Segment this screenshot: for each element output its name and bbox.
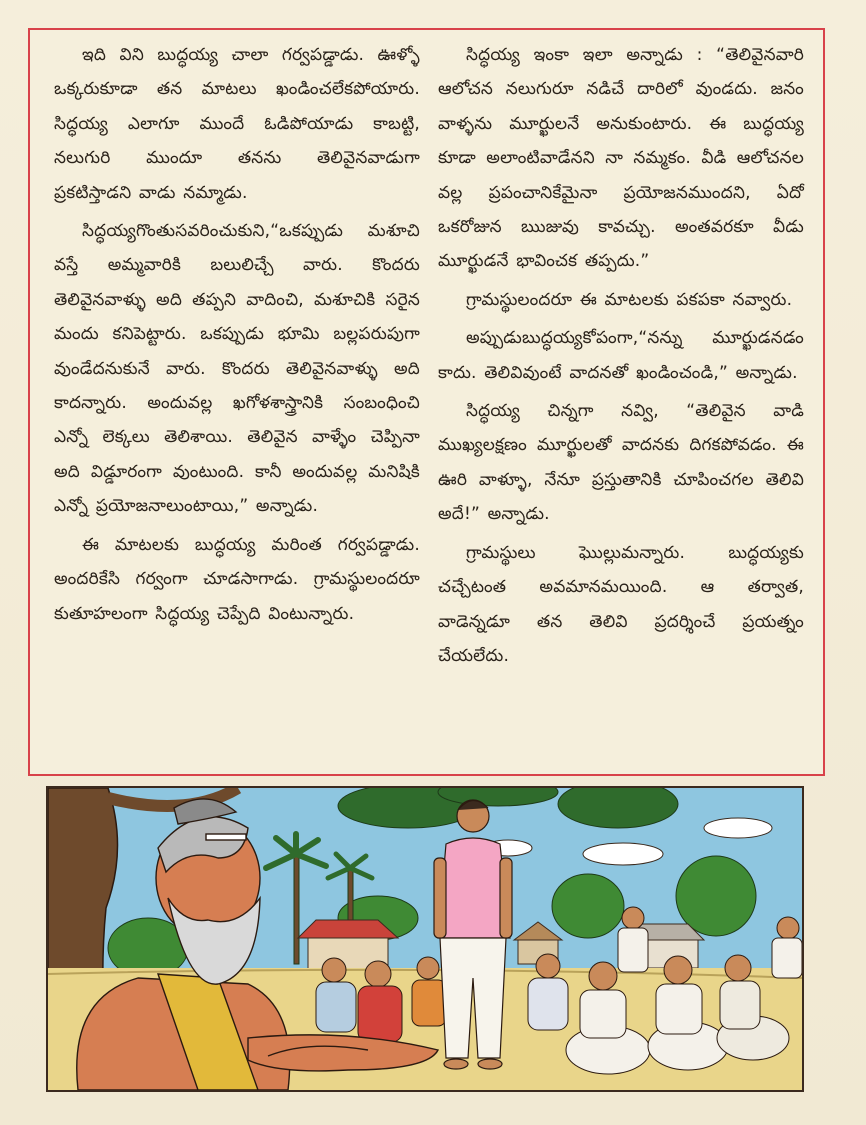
paragraph: సిద్ధయ్యగొంతుసవరించుకుని,“ఒకప్పుడు మశూచి వస్తే అమ్మవారికి బలులిచ్చే వారు. కొందరు తెలివైనవాళ్ళు అది తప్పని వాదించి, మశూచికి సరైన మందు కనిపెట్టారు. ఒకప్పుడు భూమి బల్లపరుపుగా వుండేదనుకునే వారు. కొందరు తెలివైనవాళ్ళు అది కాదన్నారు. అందువల్ల ఖగోళశాస్త్రానికి సంబంధించి ఎన్నో లెక్కలు తెలిశాయి. తెలివైన వాళ్ళేం చెప్పినా అది విడ్డూరంగా వుంటుంది. కానీ అందువల్ల మనిషికి ఎన్నో ప్రయోజనాలుంటాయి,” అన్నాడు. xyxy=(54,221,420,517)
village-gathering-illustration xyxy=(46,786,804,1092)
story-column-right xyxy=(438,38,804,677)
paragraph: సిద్ధయ్య చిన్నగా నవ్వి, “తెలివైన వాడి ముఖ్యలక్షణం మూర్ఖులతో వాదనకు దిగకపోవడం. ఈ ఊరి వాళ్ళూ, నేనూ ప్రస్తుతానికి చూపించగల తెలివి అదే!” అన్నాడు. xyxy=(438,401,804,525)
paragraph: గ్రామస్థులందరూ ఈ మాటలకు పకపకా నవ్వారు. xyxy=(466,289,793,310)
paragraph: అప్పుడుబుద్ధయ్యకోపంగా,“నన్ను మూర్ఖుడనడం కాదు. తెలివివుంటే వాదనతో ఖండించండి,” అన్నాడు. xyxy=(438,328,804,383)
story-text-frame xyxy=(28,28,825,776)
paragraph: సిద్ధయ్య ఇంకా ఇలా అన్నాడు : “తెలివైనవారి ఆలోచన నలుగురూ నడిచే దారిలో వుండదు. జనం వాళ్ళను మూర్ఖులనే అనుకుంటారు. ఈ బుద్ధయ్య కూడా అలాంటివాడేనని నా నమ్మకం. వీడి ఆలోచనల వల్ల ప్రపంచానికేమైనా ప్రయోజనముందని, ఏదో ఒకరోజున ఋజువు కావచ్చు. అంతవరకూ వీడు మూర్ఖుడనే భావించక తప్పదు.” xyxy=(438,45,804,272)
story-column-left xyxy=(54,38,420,635)
paragraph: గ్రామస్థులు ఘొల్లుమన్నారు. బుద్ధయ్యకు చచ్చేటంత అవమానమయింది. ఆ తర్వాత, వాడెన్నడూ తన తెలివి ప్రదర్శించే ప్రయత్నం చేయలేదు. xyxy=(438,542,804,666)
paragraph: ఈ మాటలకు బుద్ధయ్య మరింత గర్వపడ్డాడు. అందరికేసి గర్వంగా చూడసాగాడు. గ్రామస్థులందరూ కుతూహలంగా సిద్ధయ్య చెప్పేది వింటున్నారు. xyxy=(54,534,420,624)
paragraph: ఇది విని బుద్ధయ్య చాలా గర్వపడ్డాడు. ఊళ్ళో ఒక్కరుకూడా తన మాటలు ఖండించలేకపోయారు. సిద్ధయ్య ఎలాగూ ముందే ఓడిపోయాడు కాబట్టి, నలుగురి ముందూ తనను తెలివైనవాడుగా ప్రకటిస్తాడని వాడు నమ్మాడు. xyxy=(54,45,420,203)
